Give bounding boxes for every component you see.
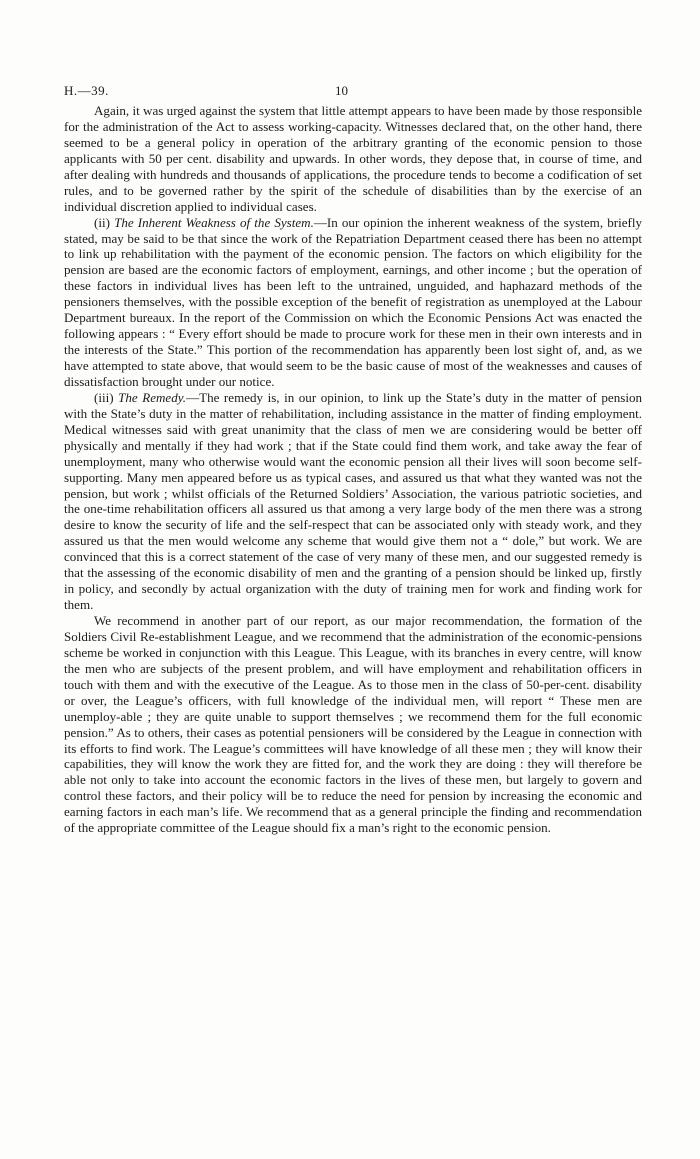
- page-header: [64, 83, 644, 103]
- paragraph-league-recommendation: We recommend in another part of our report, as our major recommendation, the formation of the Soldiers Civil Re-establishment League, and we recommend that the administration of the economic-pensions scheme be worked in conjunction with this League. This League, with its branches in every centre, will know the men who are subjects of the present problem, and will have employment and rehabilitation officers in touch with them and with the executive of the League. As to those men in the class of 50-per-cent. disability or over, the League’s officers, with full knowledge of the individual men, will report “ These men are unemploy-able ; they are quite unable to support themselves ; we recommend them for the full economic pension.” As to others, their cases as potential pensioners will be considered by the League in connection with its efforts to find work. The League’s committees will have knowledge of all these men ; they will know their capabilities, they will know the work they are fitted for, and the work they are doing : they will therefore be able not only to take into account the economic factors in the lives of these men, but largely to govern and control these factors, and their policy will be to reduce the need for pension by increasing the economic and earning factors in each man’s life. We recommend that as a general principle the finding and recommendation of the appropriate committee of the League should fix a man’s right to the economic pension.: [64, 613, 642, 836]
- paragraph-remedy: [64, 390, 642, 613]
- section-number: (ii): [94, 214, 110, 230]
- section-text: —In our opinion the inherent weakness of the system, briefly stated, may be said to be that since the work of the Repatriation Department ceased there has been no attempt to link up rehabilitation with the payment of the economic pension. The factors on which eligibility for the pension are based are the economic factors of employment, earnings, and other income ; but the operation of these factors in individual lives has been left to the untrained, unguided, and haphazard methods of the pensioners themselves, with the possible exception of the benefit of registration as unemployed at the Labour Department bureaux. In the report of the Commission on which the Economic Pensions Act was enacted the following appears : “ Every effort should be made to procure work for these men in their own interests and in the interests of the State.” This portion of the recommendation has apparently been lost sight of, and, as we have attempted to state above, that would seem to be the basic cause of most of the weaknesses and causes of dissatisfaction brought under our notice.: [64, 214, 642, 389]
- page-number: 10: [335, 83, 348, 98]
- section-number: (iii): [94, 389, 114, 405]
- body-text: [64, 103, 642, 836]
- paragraph-inherent-weakness: [64, 215, 642, 390]
- paragraph-working-capacity: Again, it was urged against the system that little attempt appears to have been made by those responsible for the administration of the Act to assess working-capacity. Witnesses declared that, on the other hand, there seemed to be a general policy in operation of the arbitrary granting of the economic pension to those applicants with 50 per cent. disability and upwards. In other words, they depose that, in course of time, and after dealing with hundreds and thousands of applications, the procedure tends to become a codification of set rules, and to be governed rather by the spirit of the schedule of disabilities than by the exercise of an individual discretion applied to individual cases.: [64, 103, 642, 214]
- document-reference: H.—39.: [64, 83, 109, 98]
- section-heading: The Inherent Weakness of the System.: [114, 214, 314, 230]
- section-text: —The remedy is, in our opinion, to link up the State’s duty in the matter of pension with the State’s duty in the matter of rehabilitation, including assistance in the matter of finding employment. Medical witnesses said with great unanimity that the class of men we are considering would be better off physically and mentally if they had work ; that if the State could find them work, and take away the fear of unemployment, many who otherwise would want the economic pension all their lives will soon become self-supporting. Many men appeared before us as typical cases, and assured us that what they wanted was not the pension, but work ; whilst officials of the Returned Soldiers’ Association, the various patriotic societies, and the one-time rehabilitation officers all assured us that among a very large body of the men there was a strong desire to know the security of life and the self-respect that can be associated only with steady work, and they assured us that the men would welcome any scheme that would give them not a “ dole,” but work. We are convinced that this is a correct statement of the case of very many of these men, and our suggested remedy is that the assessing of the economic disability of men and the granting of a pension should be linked up, firstly in policy, and secondly by actual organization with the duty of training men for work and finding work for them.: [64, 389, 642, 613]
- section-heading: The Remedy.: [118, 389, 187, 405]
